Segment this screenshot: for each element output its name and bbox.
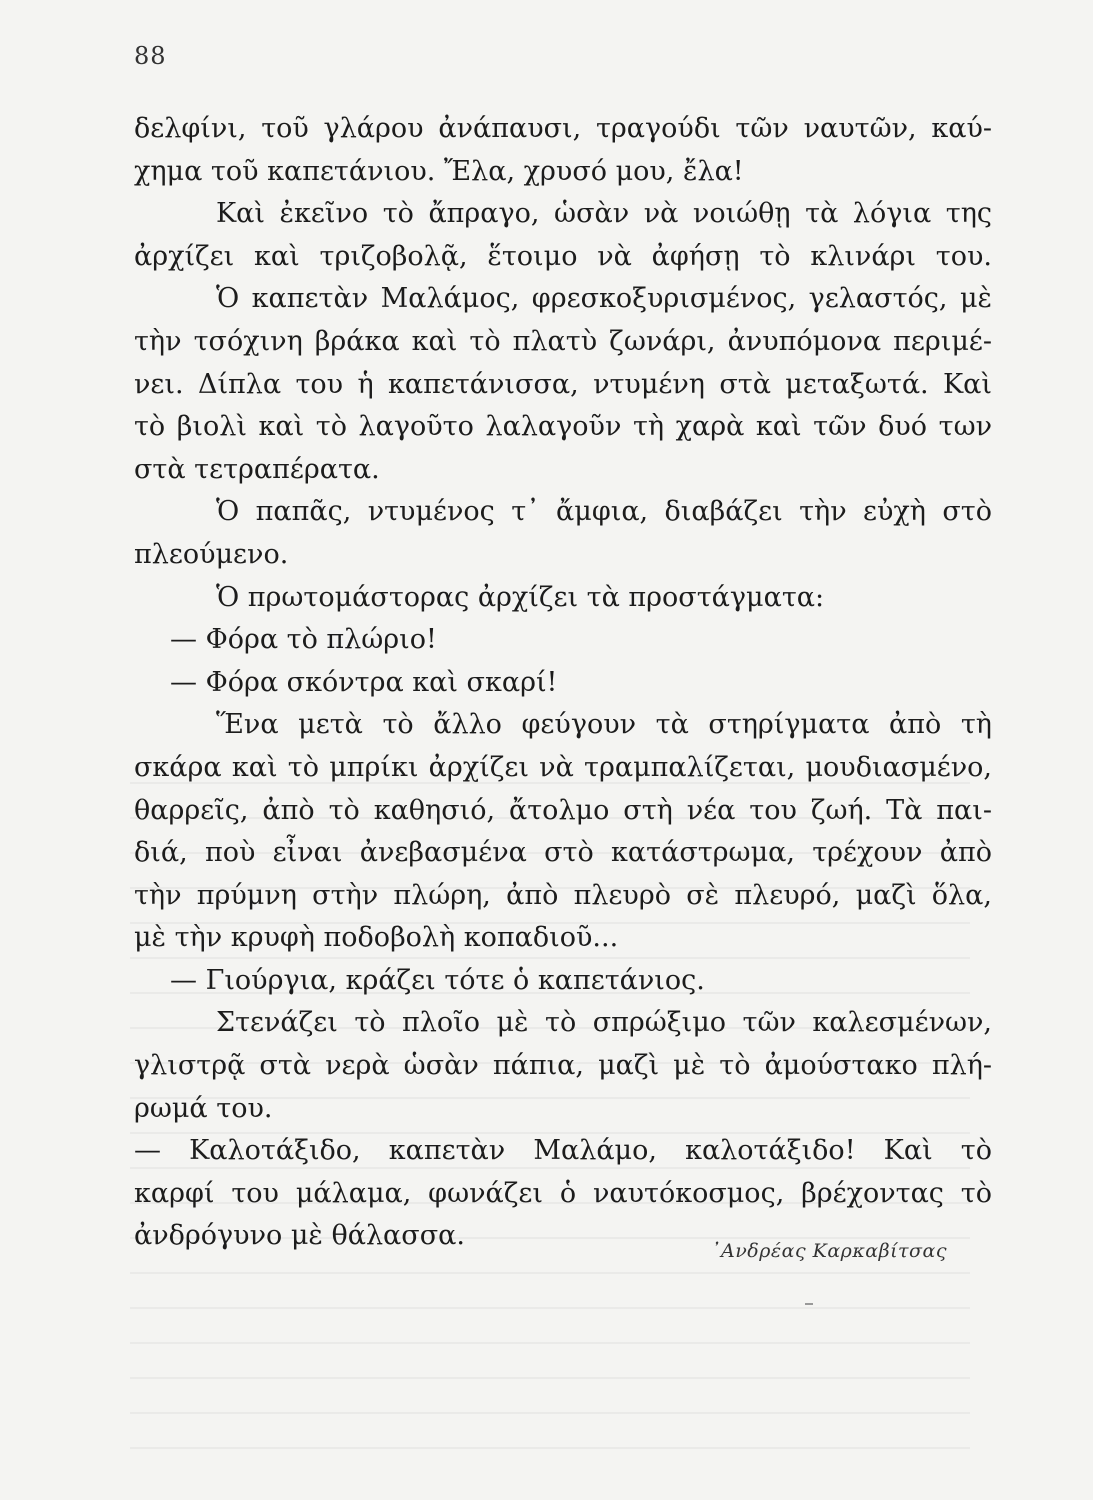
text-line: τὸ βιολὶ καὶ τὸ λαγοῦτο λαλαγοῦν τὴ χαρὰ καὶ τῶν δυό των [134,411,992,443]
text-line: χημα τοῦ καπετάνιου. Ἔλα, χρυσό μου, ἔλα! [134,155,744,187]
text-line: — Φόρα τὸ πλώριο! [170,624,437,656]
ink-mark [805,1303,813,1305]
text-line: ρωμά του. [134,1092,273,1124]
text-line: πλεούμενο. [134,538,289,570]
text-line: καρφί του μάλαμα, φωνάζει ὁ ναυτόκοσμος, βρέχοντας τὸ [134,1177,992,1209]
text-line: νει. Δίπλα του ἡ καπετάνισσα, ντυμένη στὰ μεταξωτά. Καὶ [134,368,992,400]
text-line: δελφίνι, τοῦ γλάρου ἀνάπαυσι, τραγούδι τῶν ναυτῶν, καύ- [134,113,992,144]
text-line: διά, ποὺ εἶναι ἀνεβασμένα στὸ κατάστρωμα, τρέχουν ἀπὸ [134,837,992,869]
text-line: — Φόρα σκόντρα καὶ σκαρί! [170,666,558,698]
text-line: στὰ τετραπέρατα. [134,453,380,485]
text-line: Καὶ ἐκεῖνο τὸ ἄπραγο, ὡσὰν νὰ νοιώθῃ τὰ λόγια της [216,198,992,230]
text-line: — Γιούργια, κράζει τότε ὁ καπετάνιος. [170,964,705,996]
author-signature: ᾽Ανδρέας Καρκαβίτσας [711,1240,947,1262]
text-line: θαρρεῖς, ἀπὸ τὸ καθησιό, ἄτολμο στὴ νέα του ζωή. Τὰ παι- [134,794,992,826]
text-line: Στενάζει τὸ πλοῖο μὲ τὸ σπρώξιμο τῶν καλεσμένων, [216,1007,992,1039]
text-line: σκάρα καὶ τὸ μπρίκι ἀρχίζει νὰ τραμπαλίζεται, μουδιασμένο, [134,751,992,783]
body-text [134,108,992,1258]
text-line: Ὁ καπετὰν Μαλάμος, φρεσκοξυρισμένος, γελαστός, μὲ [216,283,992,315]
text-line: γλιστρᾷ στὰ νερὰ ὡσὰν πάπια, μαζὶ μὲ τὸ ἀμούστακο πλή- [134,1050,992,1082]
text-line: Ὁ πρωτομάστορας ἀρχίζει τὰ προστάγματα: [216,581,825,613]
text-line: τὴν τσόχινη βράκα καὶ τὸ πλατὺ ζωνάρι, ἀνυπόμονα περιμέ- [134,325,992,357]
text-line: ἀνδρόγυνο μὲ θάλασσα. [134,1220,465,1252]
text-line: τὴν πρύμνη στὴν πλώρη, ἀπὸ πλευρὸ σὲ πλευρό, μαζὶ ὅλα, [134,879,992,911]
text-line: — Καλοτάξιδο, καπετὰν Μαλάμο, καλοτάξιδο! Καὶ τὸ [134,1135,992,1167]
text-line: μὲ τὴν κρυφὴ ποδοβολὴ κοπαδιοῦ... [134,922,619,954]
text-line: ἀρχίζει καὶ τριζοβολᾷ, ἕτοιμο νὰ ἀφήσῃ τὸ κλινάρι του. [134,240,992,272]
text-line: Ἕνα μετὰ τὸ ἄλλο φεύγουν τὰ στηρίγματα ἀπὸ τὴ [216,709,992,741]
page-number: 88 [134,42,167,70]
text-line: Ὁ παπᾶς, ντυμένος τ᾽ ἄμφια, διαβάζει τὴν εὐχὴ στὸ [216,496,992,528]
